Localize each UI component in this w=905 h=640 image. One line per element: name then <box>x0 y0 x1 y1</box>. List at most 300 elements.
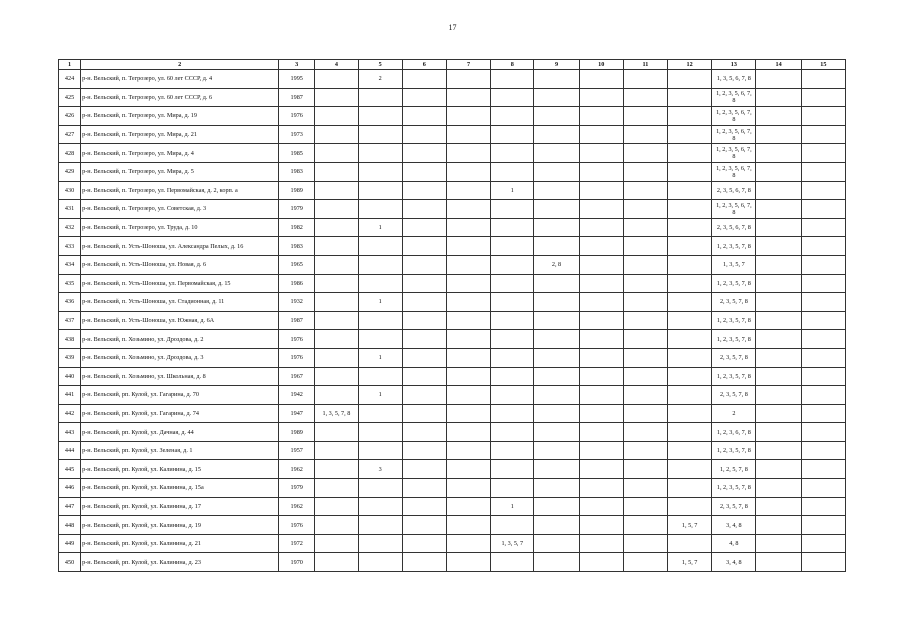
page-number: 17 <box>448 23 457 32</box>
row-number-cell: 439 <box>59 348 81 367</box>
table-cell <box>801 423 845 442</box>
table-cell <box>402 497 446 516</box>
table-cell <box>534 311 579 330</box>
table-cell <box>534 237 579 256</box>
table-cell <box>579 255 623 274</box>
table-cell <box>579 293 623 312</box>
table-cell: 1, 2, 3, 5, 7, 8 <box>712 479 756 498</box>
table-cell <box>668 107 712 126</box>
table-cell <box>358 534 402 553</box>
address-cell: р-н. Вельский, п. Тегрозеро, ул. Мира, д. 5 <box>81 162 279 181</box>
table-row <box>59 162 846 181</box>
year-cell: 1942 <box>279 386 315 405</box>
table-cell <box>358 255 402 274</box>
table-cell <box>446 553 490 572</box>
table-cell <box>579 70 623 89</box>
table-cell <box>756 274 801 293</box>
table-cell <box>756 367 801 386</box>
table-cell <box>756 218 801 237</box>
table-cell <box>402 200 446 219</box>
row-number-cell: 436 <box>59 293 81 312</box>
table-cell <box>623 162 667 181</box>
table-cell <box>623 70 667 89</box>
table-cell <box>668 70 712 89</box>
table-cell <box>801 274 845 293</box>
table-cell <box>756 348 801 367</box>
table-cell <box>315 516 358 535</box>
table-cell <box>623 386 667 405</box>
table-row <box>59 218 846 237</box>
table-cell <box>756 88 801 107</box>
year-cell: 1962 <box>279 497 315 516</box>
column-header-13: 13 <box>712 60 756 70</box>
address-cell: р-н. Вельский, рп. Кулой, ул. Дачная, д. 44 <box>81 423 279 442</box>
table-cell <box>668 181 712 200</box>
table-cell <box>446 386 490 405</box>
column-header-7: 7 <box>446 60 490 70</box>
address-cell: р-н. Вельский, п. Усть-Шоноша, ул. Новая, д. 6 <box>81 255 279 274</box>
year-cell: 1983 <box>279 237 315 256</box>
table-cell <box>801 479 845 498</box>
table-cell <box>756 553 801 572</box>
year-cell: 1979 <box>279 200 315 219</box>
table-cell <box>491 274 534 293</box>
table-cell <box>358 274 402 293</box>
table-cell <box>668 125 712 144</box>
table-row <box>59 404 846 423</box>
year-cell: 1976 <box>279 348 315 367</box>
table-cell <box>579 330 623 349</box>
table-cell <box>756 293 801 312</box>
table-cell <box>491 330 534 349</box>
table-cell <box>491 404 534 423</box>
table-cell <box>315 107 358 126</box>
row-number-cell: 440 <box>59 367 81 386</box>
row-number-cell: 426 <box>59 107 81 126</box>
table-cell <box>315 200 358 219</box>
table-cell <box>623 516 667 535</box>
table-cell <box>446 255 490 274</box>
table-cell <box>315 88 358 107</box>
column-header-4: 4 <box>315 60 358 70</box>
table-cell <box>491 460 534 479</box>
year-cell: 1947 <box>279 404 315 423</box>
table-cell <box>446 497 490 516</box>
table-cell: 2, 3, 5, 6, 7, 8 <box>712 218 756 237</box>
table-cell <box>801 348 845 367</box>
year-cell: 1982 <box>279 218 315 237</box>
year-cell: 1972 <box>279 534 315 553</box>
address-cell: р-н. Вельский, п. Тегрозеро, ул. Труда, д. 10 <box>81 218 279 237</box>
table-cell <box>801 534 845 553</box>
table-cell <box>402 218 446 237</box>
column-header-6: 6 <box>402 60 446 70</box>
table-cell <box>402 255 446 274</box>
address-cell: р-н. Вельский, рп. Кулой, ул. Калинина, д. 21 <box>81 534 279 553</box>
table-cell <box>756 516 801 535</box>
table-cell <box>668 200 712 219</box>
table-cell <box>315 553 358 572</box>
table-cell: 1, 2, 3, 5, 6, 7, 8 <box>712 162 756 181</box>
table-cell <box>623 107 667 126</box>
table-cell <box>402 162 446 181</box>
table-cell <box>446 460 490 479</box>
year-cell: 1970 <box>279 553 315 572</box>
table-cell <box>801 330 845 349</box>
row-number-cell: 435 <box>59 274 81 293</box>
table-cell <box>315 144 358 163</box>
row-number-cell: 432 <box>59 218 81 237</box>
table-cell <box>801 441 845 460</box>
table-cell <box>402 70 446 89</box>
housing-register-table <box>58 59 846 572</box>
table-cell: 2 <box>358 70 402 89</box>
table-cell <box>358 441 402 460</box>
table-cell <box>801 200 845 219</box>
table-cell <box>534 330 579 349</box>
table-row <box>59 348 846 367</box>
address-cell: р-н. Вельский, п. Тегрозеро, ул. 60 лет СССР, д. 6 <box>81 88 279 107</box>
table-cell: 1 <box>358 386 402 405</box>
table-cell <box>358 311 402 330</box>
table-cell: 1, 2, 3, 5, 7, 8 <box>712 311 756 330</box>
table-cell <box>446 88 490 107</box>
table-cell <box>668 330 712 349</box>
address-cell: р-н. Вельский, п. Тегрозеро, ул. Мира, д. 19 <box>81 107 279 126</box>
table-cell <box>579 144 623 163</box>
table-row <box>59 200 846 219</box>
table-cell <box>756 534 801 553</box>
table-cell <box>801 144 845 163</box>
table-cell <box>623 125 667 144</box>
row-number-cell: 429 <box>59 162 81 181</box>
table-cell <box>315 497 358 516</box>
table-cell <box>623 237 667 256</box>
address-cell: р-н. Вельский, п. Тегрозеро, ул. Первомайская, д. 2, корп. а <box>81 181 279 200</box>
table-cell <box>402 534 446 553</box>
table-cell <box>491 516 534 535</box>
table-cell <box>756 330 801 349</box>
table-cell <box>402 293 446 312</box>
table-cell <box>534 144 579 163</box>
table-cell <box>446 107 490 126</box>
table-cell <box>623 181 667 200</box>
table-row <box>59 553 846 572</box>
table-cell <box>315 423 358 442</box>
table-cell <box>756 311 801 330</box>
table-cell <box>579 107 623 126</box>
table-cell <box>315 237 358 256</box>
table-cell <box>402 311 446 330</box>
address-cell: р-н. Вельский, рп. Кулой, ул. Гагарина, д. 70 <box>81 386 279 405</box>
address-cell: р-н. Вельский, рп. Кулой, ул. Зеленая, д. 1 <box>81 441 279 460</box>
table-cell: 1, 5, 7 <box>668 553 712 572</box>
table-cell <box>446 293 490 312</box>
year-cell: 1983 <box>279 162 315 181</box>
year-cell: 1989 <box>279 181 315 200</box>
table-cell: 1 <box>358 293 402 312</box>
table-cell <box>491 88 534 107</box>
table-cell <box>402 441 446 460</box>
table-cell: 2, 3, 5, 6, 7, 8 <box>712 181 756 200</box>
address-cell: р-н. Вельский, рп. Кулой, ул. Калинина, д. 19 <box>81 516 279 535</box>
year-cell: 1995 <box>279 70 315 89</box>
table-cell <box>623 255 667 274</box>
table-row <box>59 479 846 498</box>
table-cell <box>623 274 667 293</box>
table-cell <box>534 534 579 553</box>
table-cell <box>623 293 667 312</box>
table-cell <box>315 479 358 498</box>
row-number-cell: 442 <box>59 404 81 423</box>
table-cell <box>446 404 490 423</box>
row-number-cell: 430 <box>59 181 81 200</box>
table-cell <box>446 237 490 256</box>
table-cell <box>358 404 402 423</box>
table-cell <box>623 497 667 516</box>
table-cell: 1, 3, 5, 7, 8 <box>315 404 358 423</box>
table-cell <box>534 88 579 107</box>
table-cell: 1, 2, 3, 5, 6, 7, 8 <box>712 125 756 144</box>
address-cell: р-н. Вельский, рп. Кулой, ул. Калинина, д. 15а <box>81 479 279 498</box>
table-cell <box>623 144 667 163</box>
table-cell <box>446 423 490 442</box>
table-cell <box>491 348 534 367</box>
year-cell: 1976 <box>279 107 315 126</box>
year-cell: 1976 <box>279 516 315 535</box>
table-cell <box>579 516 623 535</box>
table-cell <box>801 404 845 423</box>
table-row <box>59 367 846 386</box>
table-cell: 1, 2, 3, 5, 7, 8 <box>712 330 756 349</box>
table-row <box>59 107 846 126</box>
table-cell <box>668 479 712 498</box>
table-cell <box>491 200 534 219</box>
table-cell <box>756 386 801 405</box>
table-cell <box>491 107 534 126</box>
year-cell: 1987 <box>279 311 315 330</box>
table-cell <box>491 553 534 572</box>
table-cell <box>668 404 712 423</box>
table-cell <box>801 293 845 312</box>
table-cell <box>801 181 845 200</box>
table-cell <box>623 88 667 107</box>
table-cell <box>579 162 623 181</box>
row-number-cell: 425 <box>59 88 81 107</box>
table-cell <box>402 237 446 256</box>
table-cell: 2, 3, 5, 7, 8 <box>712 348 756 367</box>
table-row <box>59 311 846 330</box>
table-cell <box>668 162 712 181</box>
table-cell <box>623 534 667 553</box>
table-cell <box>446 534 490 553</box>
address-cell: р-н. Вельский, п. Хозьмино, ул. Дроздова, д. 3 <box>81 348 279 367</box>
table-cell <box>402 423 446 442</box>
table-row <box>59 274 846 293</box>
table-cell <box>801 107 845 126</box>
table-cell <box>491 367 534 386</box>
table-cell <box>801 497 845 516</box>
table-cell <box>623 404 667 423</box>
address-cell: р-н. Вельский, рп. Кулой, ул. Гагарина, д. 74 <box>81 404 279 423</box>
table-cell: 1 <box>358 348 402 367</box>
column-header-8: 8 <box>491 60 534 70</box>
address-cell: р-н. Вельский, рп. Кулой, ул. Калинина, д. 15 <box>81 460 279 479</box>
table-cell: 1, 2, 3, 5, 6, 7, 8 <box>712 144 756 163</box>
table-cell <box>579 386 623 405</box>
table-cell <box>668 441 712 460</box>
address-cell: р-н. Вельский, п. Тегрозеро, ул. Мира, д. 4 <box>81 144 279 163</box>
table-cell <box>446 479 490 498</box>
address-cell: р-н. Вельский, п. Хозьмино, ул. Дроздова, д. 2 <box>81 330 279 349</box>
table-cell: 2, 3, 5, 7, 8 <box>712 386 756 405</box>
year-cell: 1987 <box>279 88 315 107</box>
table-cell <box>402 125 446 144</box>
table-cell <box>358 479 402 498</box>
table-cell <box>534 70 579 89</box>
table-cell: 1 <box>491 181 534 200</box>
column-header-14: 14 <box>756 60 801 70</box>
table-cell <box>756 423 801 442</box>
address-cell: р-н. Вельский, п. Усть-Шоноша, ул. Первомайская, д. 15 <box>81 274 279 293</box>
table-header-row <box>59 60 846 70</box>
table-cell <box>756 70 801 89</box>
table-cell <box>801 386 845 405</box>
table-row <box>59 497 846 516</box>
table-cell <box>579 404 623 423</box>
table-cell <box>801 553 845 572</box>
table-cell <box>402 367 446 386</box>
table-cell <box>358 162 402 181</box>
table-cell <box>534 386 579 405</box>
table-cell <box>668 460 712 479</box>
table-cell <box>579 441 623 460</box>
table-cell <box>315 367 358 386</box>
table-cell: 4, 8 <box>712 534 756 553</box>
table-cell <box>491 162 534 181</box>
table-cell <box>801 237 845 256</box>
column-header-1: 1 <box>59 60 81 70</box>
address-cell: р-н. Вельский, п. Усть-Шоноша, ул. Александра Пелых, д. 16 <box>81 237 279 256</box>
table-cell <box>534 181 579 200</box>
table-row <box>59 181 846 200</box>
row-number-cell: 438 <box>59 330 81 349</box>
row-number-cell: 424 <box>59 70 81 89</box>
table-cell <box>579 497 623 516</box>
table-cell <box>358 330 402 349</box>
table-cell <box>534 293 579 312</box>
table-cell <box>446 125 490 144</box>
table-cell: 1, 5, 7 <box>668 516 712 535</box>
table-cell <box>358 88 402 107</box>
table-cell <box>446 348 490 367</box>
column-header-2: 2 <box>81 60 279 70</box>
year-cell: 1976 <box>279 330 315 349</box>
table-cell: 2 <box>712 404 756 423</box>
table-cell: 1, 2, 3, 5, 6, 7, 8 <box>712 107 756 126</box>
table-cell <box>668 348 712 367</box>
year-cell: 1957 <box>279 441 315 460</box>
column-header-12: 12 <box>668 60 712 70</box>
table-cell <box>534 348 579 367</box>
row-number-cell: 434 <box>59 255 81 274</box>
address-cell: р-н. Вельский, п. Тегрозеро, ул. Советская, д. 3 <box>81 200 279 219</box>
table-row <box>59 386 846 405</box>
table-cell <box>534 125 579 144</box>
column-header-15: 15 <box>801 60 845 70</box>
row-number-cell: 446 <box>59 479 81 498</box>
table-cell <box>534 516 579 535</box>
table-cell: 1, 2, 3, 5, 6, 7, 8 <box>712 200 756 219</box>
table-cell <box>402 88 446 107</box>
table-cell <box>623 200 667 219</box>
table-cell <box>534 497 579 516</box>
address-cell: р-н. Вельский, п. Хозьмино, ул. Школьная, д. 8 <box>81 367 279 386</box>
table-cell <box>668 386 712 405</box>
table-cell <box>446 144 490 163</box>
table-cell <box>756 255 801 274</box>
table-row <box>59 330 846 349</box>
table-cell <box>801 311 845 330</box>
table-cell <box>668 88 712 107</box>
table-cell <box>402 516 446 535</box>
table-cell <box>446 274 490 293</box>
table-cell <box>315 218 358 237</box>
table-cell: 3, 4, 8 <box>712 553 756 572</box>
table-cell <box>623 330 667 349</box>
table-cell <box>315 460 358 479</box>
table-cell <box>446 218 490 237</box>
table-cell <box>315 348 358 367</box>
year-cell: 1979 <box>279 479 315 498</box>
table-cell <box>315 534 358 553</box>
table-cell <box>801 367 845 386</box>
address-cell: р-н. Вельский, п. Усть-Шоноша, ул. Южная, д. 6А <box>81 311 279 330</box>
table-cell <box>534 423 579 442</box>
table-cell <box>668 274 712 293</box>
table-cell <box>402 181 446 200</box>
row-number-cell: 428 <box>59 144 81 163</box>
year-cell: 1962 <box>279 460 315 479</box>
year-cell: 1989 <box>279 423 315 442</box>
table-cell: 1 <box>491 497 534 516</box>
table-cell <box>801 516 845 535</box>
table-cell <box>315 293 358 312</box>
table-cell <box>358 125 402 144</box>
table-cell <box>623 460 667 479</box>
year-cell: 1985 <box>279 144 315 163</box>
table-cell <box>491 255 534 274</box>
table-cell <box>623 423 667 442</box>
table-cell <box>534 274 579 293</box>
table-cell <box>315 386 358 405</box>
table-cell <box>801 88 845 107</box>
table-cell <box>668 311 712 330</box>
table-cell <box>579 553 623 572</box>
row-number-cell: 433 <box>59 237 81 256</box>
table-cell <box>579 181 623 200</box>
table-cell <box>756 441 801 460</box>
table-row <box>59 125 846 144</box>
table-cell <box>579 88 623 107</box>
table-cell <box>402 460 446 479</box>
table-cell <box>534 218 579 237</box>
table-cell <box>668 218 712 237</box>
table-cell <box>402 348 446 367</box>
table-cell <box>579 200 623 219</box>
table-row <box>59 293 846 312</box>
table-cell <box>491 479 534 498</box>
